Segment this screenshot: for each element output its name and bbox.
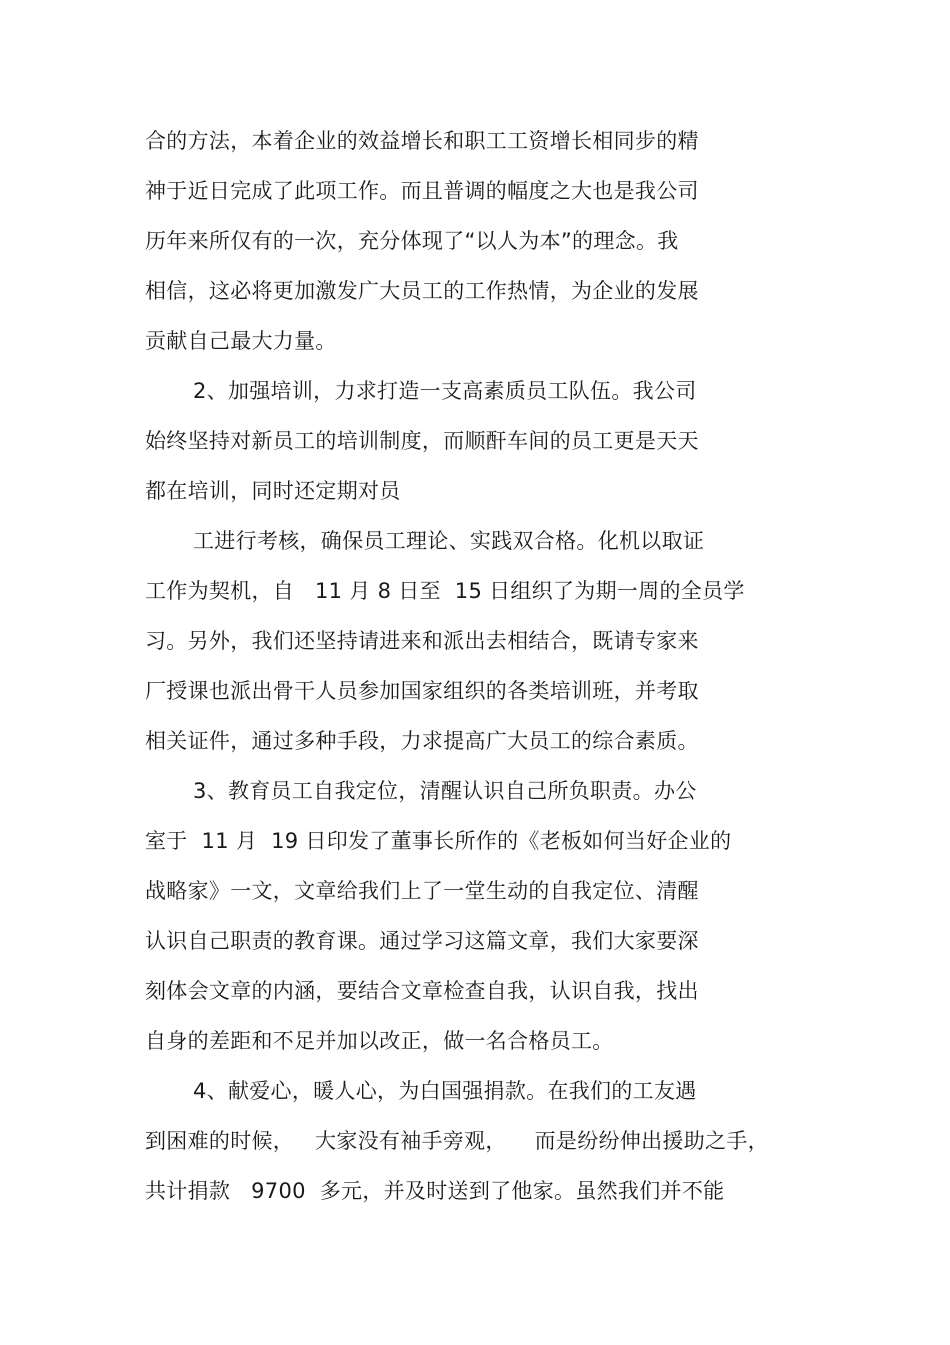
text-line: 到困难的时候， 大家没有袖手旁观， 而是纷纷伸出援助之手，: [145, 1129, 769, 1153]
text-line: 共计捐款 9700 多元，并及时送到了他家。虽然我们并不能: [145, 1179, 725, 1203]
text-line: 工进行考核，确保员工理论、实践双合格。化机以取证: [193, 529, 705, 553]
text-line: 3、教育员工自我定位，清醒认识自己所负职责。办公: [193, 779, 697, 803]
text-line: 刻体会文章的内涵，要结合文章检查自我，认识自我，找出: [145, 979, 699, 1003]
text-line: 认识自己职责的教育课。通过学习这篇文章，我们大家要深: [145, 929, 699, 953]
text-line: 4、献爱心，暖人心，为白国强捐款。在我们的工友遇: [193, 1079, 697, 1103]
text-line: 厂授课也派出骨干人员参加国家组织的各类培训班，并考取: [145, 679, 699, 703]
text-line: 相信，这必将更加激发广大员工的工作热情，为企业的发展: [145, 279, 699, 303]
text-line: 战略家》一文，文章给我们上了一堂生动的自我定位、清醒: [145, 879, 699, 903]
text-line: 2、加强培训，力求打造一支高素质员工队伍。我公司: [193, 379, 697, 403]
text-line: 自身的差距和不足并加以改正，做一名合格员工。: [145, 1029, 614, 1053]
text-line: 室于 11 月 19 日印发了董事长所作的《老板如何当好企业的: [145, 829, 732, 853]
text-line: 贡献自己最大力量。: [145, 329, 337, 353]
text-line: 习。另外，我们还坚持请进来和派出去相结合，既请专家来: [145, 629, 699, 653]
text-line: 始终坚持对新员工的培训制度，而顺酐车间的员工更是天天: [145, 429, 699, 453]
text-line: 合的方法，本着企业的效益增长和职工工资增长相同步的精: [145, 129, 699, 153]
text-line: 工作为契机，自 11 月 8 日至 15 日组织了为期一周的全员学: [145, 579, 745, 603]
text-line: 都在培训，同时还定期对员: [145, 479, 401, 503]
text-line: 神于近日完成了此项工作。而且普调的幅度之大也是我公司: [145, 179, 699, 203]
text-line: 相关证件，通过多种手段，力求提高广大员工的综合素质。: [145, 729, 699, 753]
text-line: 历年来所仅有的一次，充分体现了“以人为本”的理念。我: [145, 229, 679, 253]
